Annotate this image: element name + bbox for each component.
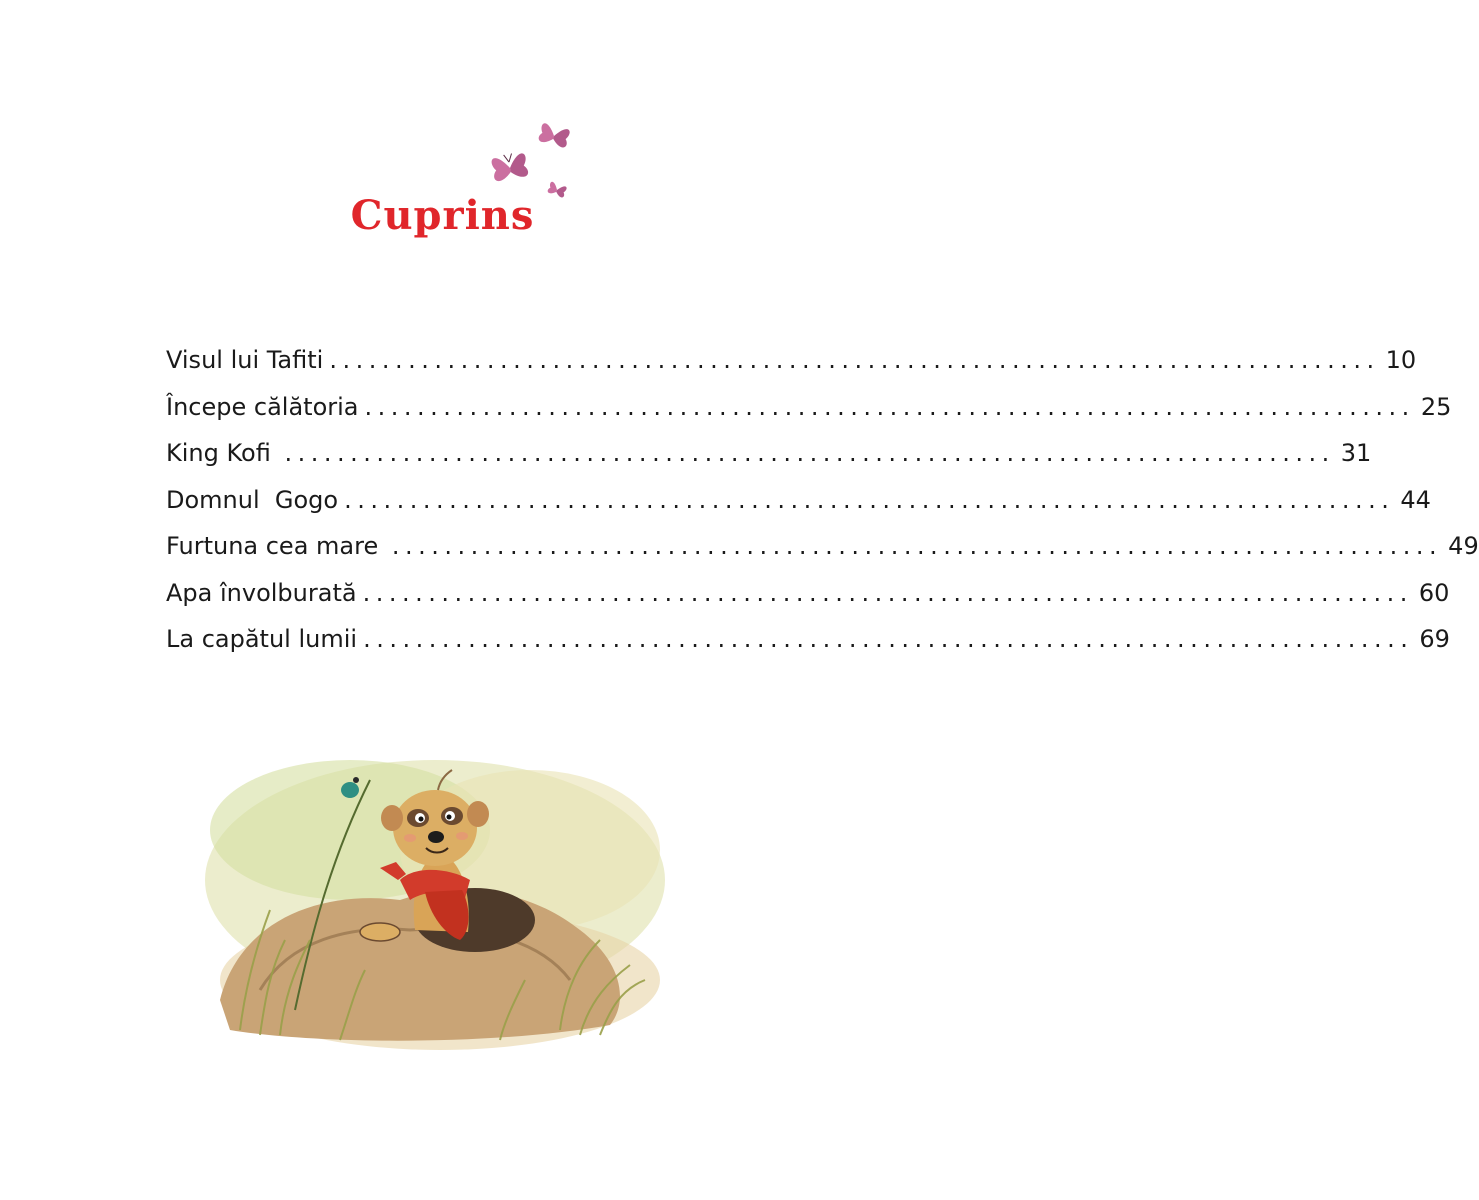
toc-dot-leader: ................................................................................	[344, 485, 1395, 514]
butterfly-large-icon	[491, 151, 529, 182]
toc-dot-leader: ................................................................................	[329, 346, 1380, 374]
toc-dot-leader: ................................................................................	[391, 532, 1443, 560]
toc-entry-page-number: 60	[1418, 578, 1450, 607]
toc-entry-page-number: 10	[1385, 346, 1417, 374]
toc-entry	[166, 485, 1431, 533]
toc-entry-page-number: 69	[1419, 625, 1450, 653]
toc-entry-title: Începe călătoria	[166, 392, 359, 421]
toc-entry	[166, 625, 1450, 672]
toc-entry-title: King Kofi	[166, 439, 279, 467]
toc-entry-page-number: 44	[1400, 485, 1431, 514]
butterfly-medium-icon	[538, 123, 571, 149]
toc-entry	[166, 346, 1417, 393]
table-of-contents	[166, 346, 1479, 672]
toc-entry-page-number: 31	[1340, 439, 1372, 467]
toc-entry-title: Furtuna cea mare	[166, 532, 386, 560]
toc-entry	[166, 439, 1372, 486]
toc-dot-leader: ................................................................................	[364, 392, 1415, 421]
toc-entry	[166, 392, 1452, 440]
toc-entry-page-number: 49	[1448, 532, 1479, 560]
toc-dot-leader: ................................................................................	[362, 578, 1413, 607]
toc-dot-leader: ................................................................................	[363, 625, 1414, 653]
meerkat-in-burrow-illustration	[200, 740, 670, 1060]
toc-entry	[166, 532, 1479, 579]
toc-entry-title: Domnul Gogo	[166, 485, 339, 514]
toc-entry	[166, 578, 1450, 626]
toc-entry-page-number: 25	[1420, 392, 1452, 421]
toc-dot-leader: ................................................................................	[284, 439, 1335, 467]
toc-entry-title: Visul lui Tafiti	[166, 346, 324, 374]
toc-entry-title: Apa învolburată	[166, 578, 357, 607]
toc-entry-title: La capătul lumii	[166, 625, 358, 653]
page-title: Cuprins	[350, 192, 535, 239]
